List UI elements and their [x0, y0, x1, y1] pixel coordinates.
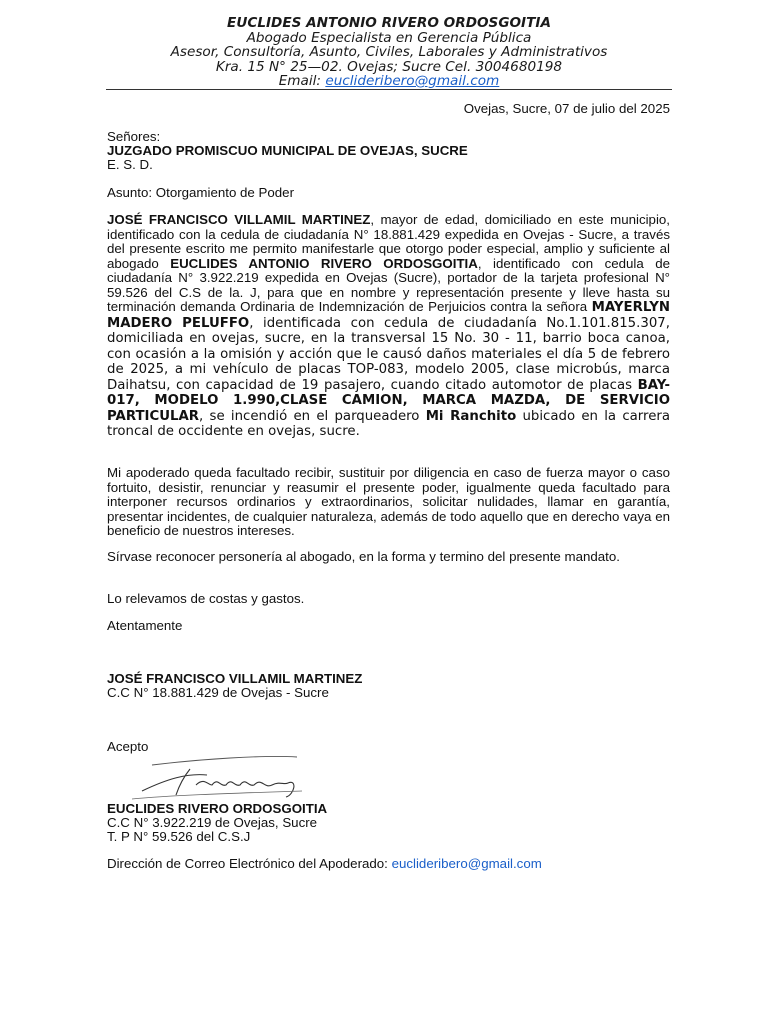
paragraph-costs: Lo relevamos de costas y gastos. — [107, 591, 305, 606]
letterhead-name: EUCLIDES ANTONIO RIVERO ORDOSGOITIA — [227, 15, 551, 31]
grantor-name-inline: JOSÉ FRANCISCO VILLAMIL MARTINEZ — [107, 212, 371, 227]
place-inline: Mi Ranchito — [425, 408, 517, 424]
grantor-name: JOSÉ FRANCISCO VILLAMIL MARTINEZ — [107, 671, 363, 686]
date-line: Ovejas, Sucre, 07 de julio del 2025 — [463, 101, 670, 116]
salutation: Señores: — [107, 129, 161, 144]
paragraph-grant: JOSÉ FRANCISCO VILLAMIL MARTINEZ, mayor de edad, domiciliado en este municipio, identificado con la cedula de ciudadanía N° 18.881.429 expedida en Ovejas - Sucre, a través del presente escrito me permito manifestarle que otorgo poder especial, amplio y suficiente al abogado EUCLIDES ANTONIO RIVERO ORDOSGOITIA, identificado con cedula de ciudadanía N° 3.922.219 expedida en Ovejas (Sucre), portador de la tarjeta profesional N° 59.526 del C.S de la. J, para que en nombre y representación presente y lleve hasta su terminación demanda Ordinaria de Indemnización de Perjuicios contra la señora MAYERLYN MADERO PELUFFO, identificada con cedula de ciudadanía No.1.101.815.307, domiciliada en ovejas, sucre, en la transversal 15 No. 30 - 11, barrio boca canoa, con ocasión a la omisión y acción que le causó daños materiales el día 5 de febrero de 2025, a mi vehículo de placas TOP-083, modelo 2005, clase microbús, marca Daihatsu, con capacidad de 19 pasajero, cuando citado automotor de placas BAY-017, MODELO 1.990,CLASE CAMION, MARCA MAZDA, DE SERVICIO PARTICULAR, se incendió en el parqueadero Mi Ranchito ubicado en la carrera troncal de occidente en ovejas, sucre. — [107, 212, 670, 439]
letterhead-divider — [106, 89, 672, 90]
court-name: JUZGADO PROMISCUO MUNICIPAL DE OVEJAS, SUCRE — [107, 143, 468, 158]
closing: Atentamente — [107, 618, 183, 633]
vehicle-inline: BAY-017, MODELO 1.990,CLASE CAMION, MARCA MAZDA, DE SERVICIO PARTICULAR — [107, 377, 670, 424]
accepting-lawyer-name: EUCLIDES RIVERO ORDOSGOITIA — [107, 801, 328, 816]
accepting-lawyer-tp: T. P N° 59.526 del C.S.J — [107, 829, 251, 844]
accepting-lawyer-id: C.C N° 3.922.219 de Ovejas, Sucre — [107, 815, 318, 830]
letterhead-email-label: Email: — [278, 73, 321, 89]
footer-email-line — [107, 857, 542, 872]
lawyer-name-inline: EUCLIDES ANTONIO RIVERO ORDOSGOITIA — [170, 255, 478, 271]
paragraph-faculties: Mi apoderado queda facultado recibir, sustituir por diligencia en caso de fuerza mayor o caso fortuito, desistir, renunciar y reasumir el presente poder, igualmente queda facultado para interponer recursos ordinarios y extraordinarios, solicitar nulidades, llamar en garantía, presentar incidentes, de cualquier naturaleza, además de todo aquello que en derecho vaya en beneficio de nuestros intereses. — [107, 465, 670, 538]
footer-email-label: Dirección de Correo Electrónico del Apoderado: — [107, 856, 388, 871]
footer-email-link[interactable]: euclideribero@gmail.com — [391, 856, 542, 871]
accept-label: Acepto — [107, 739, 149, 754]
subject-line: Asunto: Otorgamiento de Poder — [107, 185, 295, 200]
defendant-name-inline: MAYERLYN MADERO PELUFFO — [107, 300, 670, 331]
handwritten-signature — [112, 755, 352, 803]
letterhead-services: Asesor, Consultoría, Asunto, Civiles, Laborales y Administrativos — [170, 44, 608, 60]
paragraph-recognition: Sírvase reconocer personería al abogado, en la forma y termino del presente mandato. — [107, 549, 620, 564]
esd-line: E. S. D. — [107, 157, 153, 172]
letterhead-address: Kra. 15 N° 25—02. Ovejas; Sucre Cel. 3004680198 — [215, 59, 563, 75]
grantor-id: C.C N° 18.881.429 de Ovejas - Sucre — [107, 685, 329, 700]
letterhead-title: Abogado Especialista en Gerencia Pública — [246, 30, 532, 46]
letterhead-email-link[interactable]: euclideribero@gmail.com — [325, 73, 500, 89]
letterhead-email-line — [106, 74, 672, 89]
